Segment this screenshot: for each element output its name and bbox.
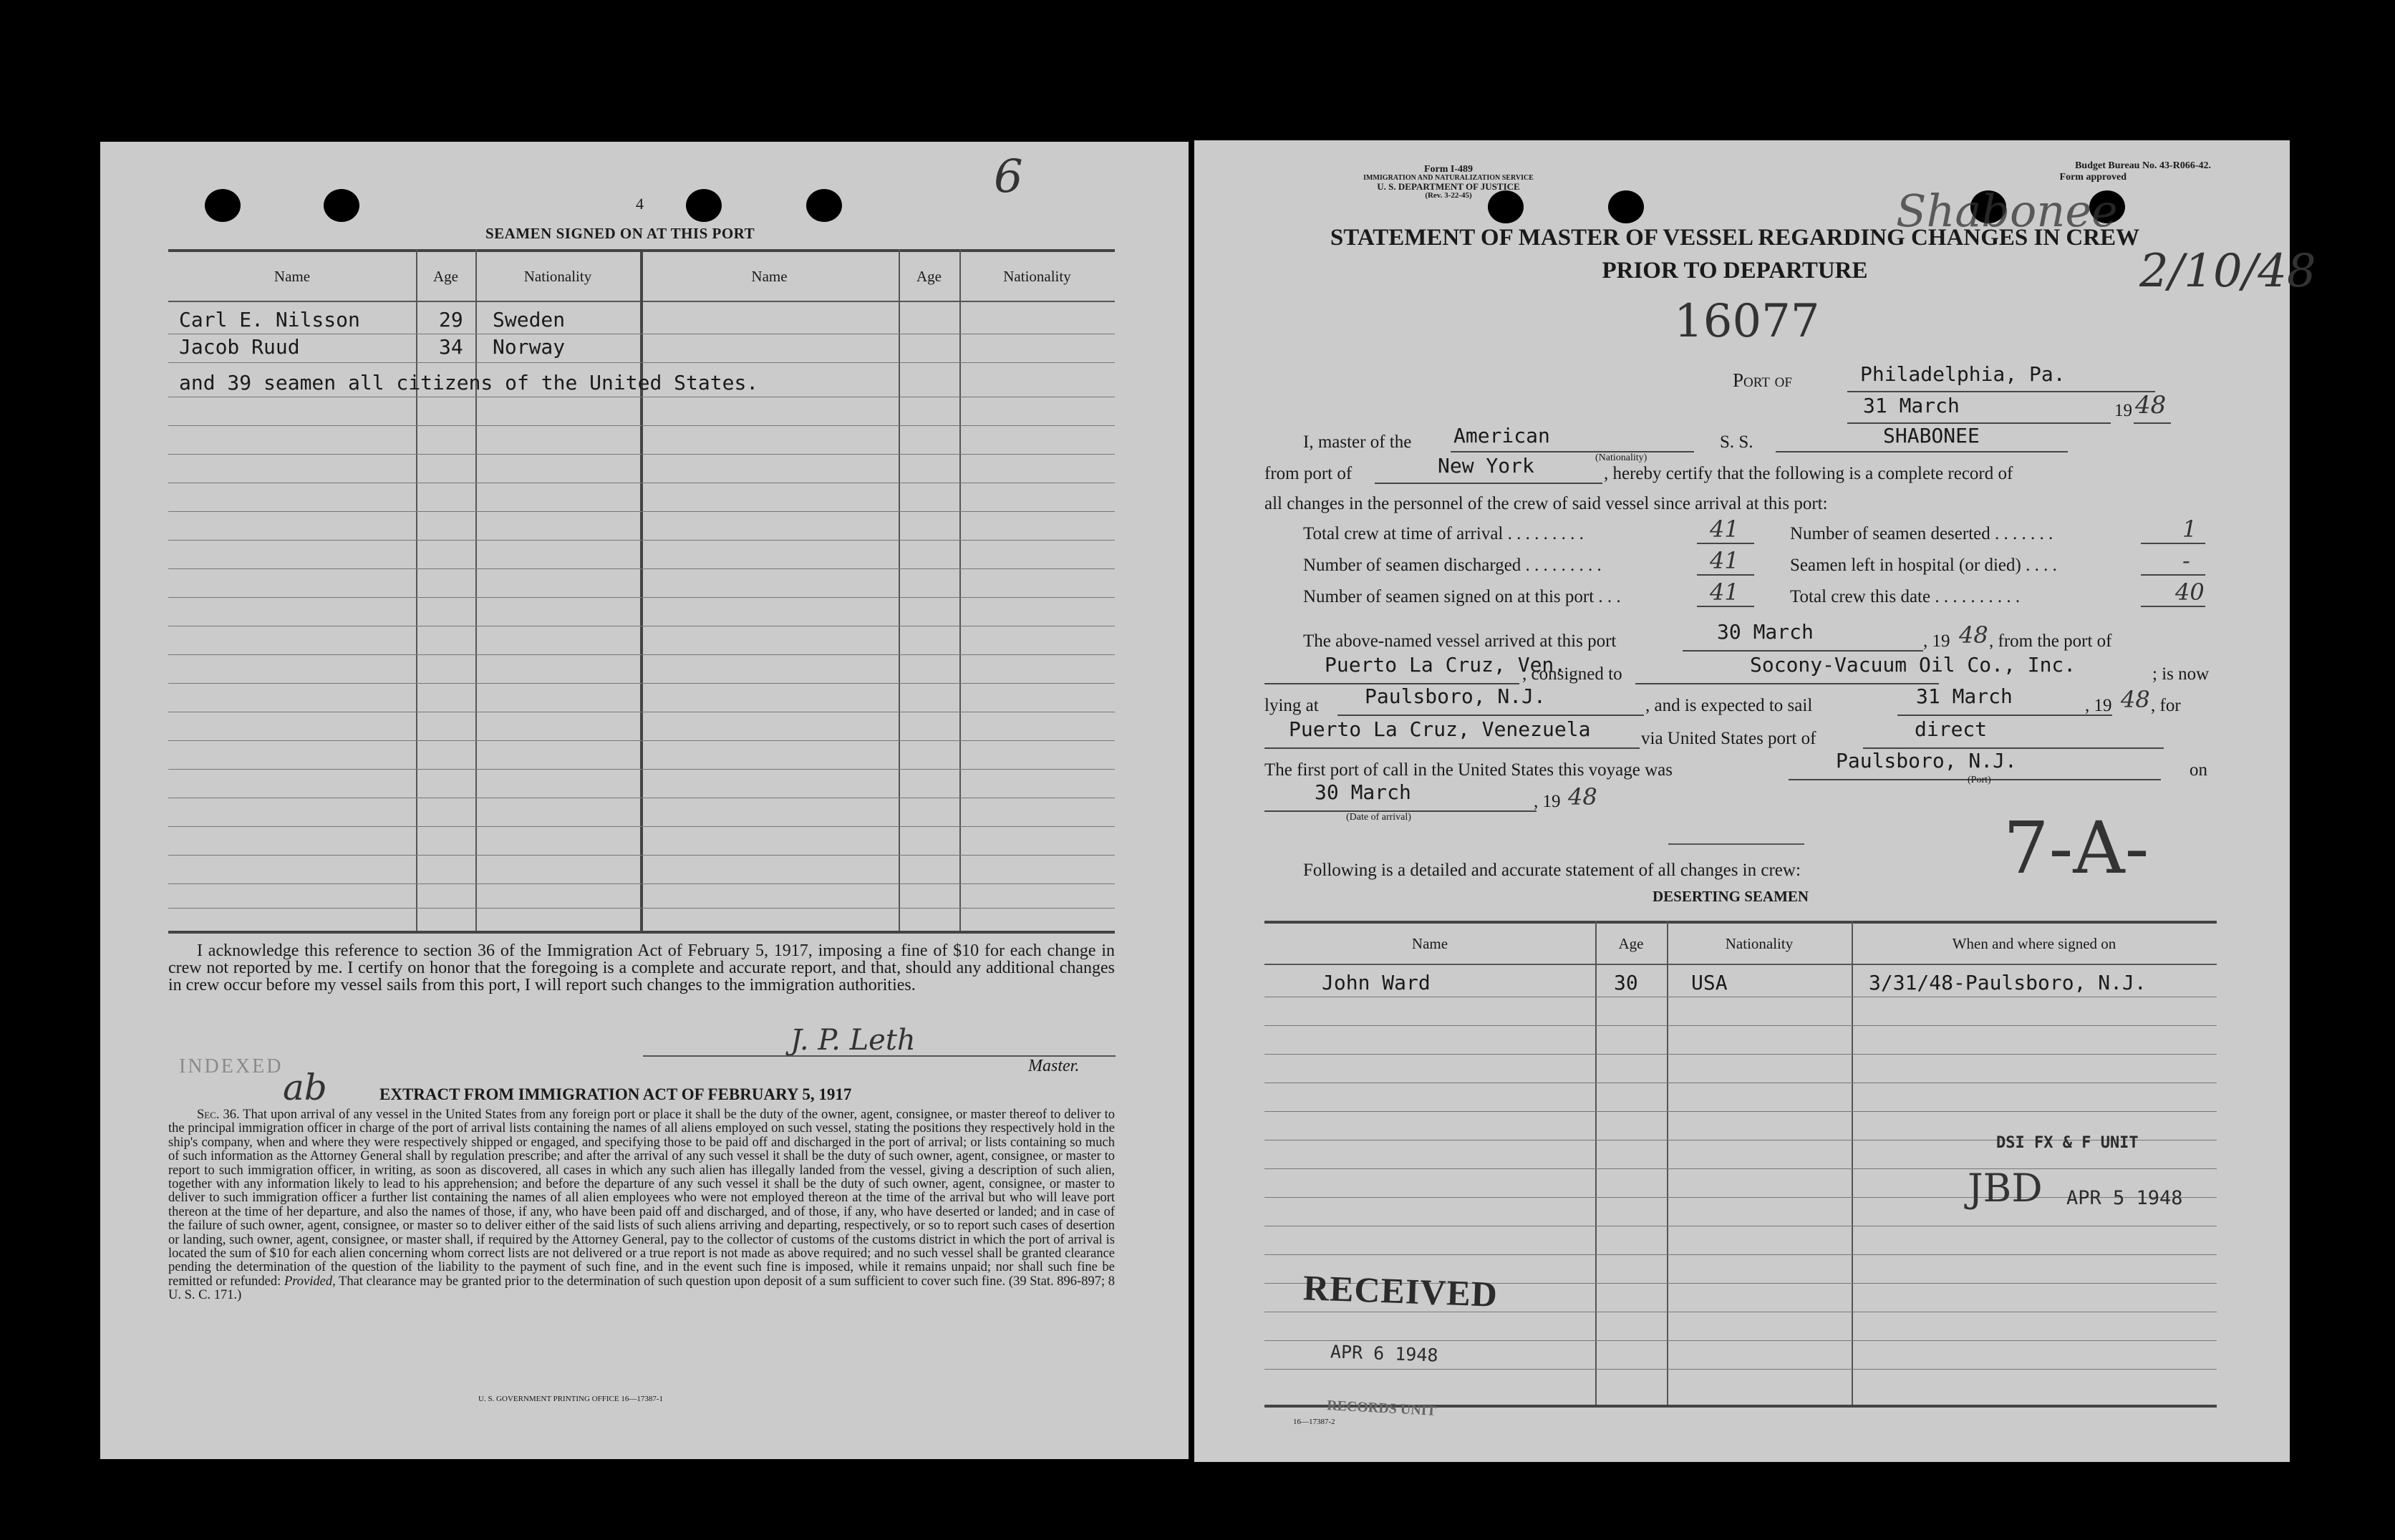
lying-at-value: Paulsboro, N.J. — [1365, 684, 1546, 708]
received-stamp-date: APR 6 1948 — [1330, 1341, 1438, 1366]
department-name: U. S. DEPARTMENT OF JUSTICE — [1377, 181, 1520, 192]
stat-deserted-label: Number of seamen deserted . . . . . . . — [1790, 524, 2053, 543]
port-caption: (Port) — [1968, 775, 1991, 785]
table-cell-signed-on: 3/31/48-Paulsboro, N.J. — [1869, 971, 2147, 994]
extract-title: EXTRACT FROM IMMIGRATION ACT OF FEBRUARY 5, 1917 — [379, 1085, 852, 1103]
agency-name: IMMIGRATION AND NATURALIZATION SERVICE — [1363, 174, 1534, 182]
certify-statement: , hereby certify that the following is a complete record of — [1604, 464, 2013, 483]
form-number: Form I-489 — [1423, 164, 1474, 175]
table-row: Jacob Ruud — [179, 335, 300, 359]
first-port-label: The first port of call in the United States this voyage was — [1264, 760, 1673, 780]
form-header-block — [1352, 165, 1545, 200]
from-the-port-label: , from the port of — [1989, 631, 2112, 651]
stamp-initials: JBD — [1968, 1166, 2043, 1211]
stat-discharged-value: 41 — [1710, 547, 1739, 574]
indexed-stamp: INDEXED — [179, 1055, 284, 1077]
origin-port: Puerto La Cruz, Ven. — [1325, 653, 1567, 677]
form-footer-code: 16—17387-2 — [1293, 1418, 1335, 1426]
arrived-label: The above-named vessel arrived at this port — [1303, 631, 1617, 651]
certify-statement-line2: all changes in the personnel of the crew of said vessel since arrival at this port: — [1264, 494, 1828, 513]
stat-discharged-label: Number of seamen discharged . . . . . . . . . — [1303, 556, 1602, 575]
first-year-prefix: , 19 — [1534, 792, 1561, 811]
column-header-signed-on: When and where signed on — [1952, 935, 2116, 952]
column-header-age: Age — [433, 268, 458, 285]
first-year: 48 — [1568, 783, 1597, 810]
extract-paragraph: Sec. 36. That upon arrival of any vessel in the United States from any foreign port or place it shall be the duty of the owner, agent, consignee, or master thereof to deliver to the principal immigration officer in charge of the port of arrival lists containing the names of all aliens employed on such vessel, stating the positions they respectively hold in the ship's company, when and where they were respectively shipped or engaged, and specifying those to be paid off and discharged in the port of arrival; or lists containing so much of such information as the Attorney General shall by regulation prescribe; and after the arrival of any such vessel it shall be the duty of such owner, agent, consignee, or master to report to such immigration officer, in writing, as soon as discovered, all cases in which any such alien has illegally landed from the vessel, giving a description of such alien, together with any information likely to lead to his apprehension; and before the departure of any such vessel it shall be the duty of such owner, agent, consignee, or master to deliver to such immigration officer a further list containing the names of all alien employees who were not employed thereon at the time of the arrival but who will leave port thereon at the time of her departure, and also the names of those, if any, who have been paid off and discharged, and of those, if any, who have deserted or landed; and in case of the failure of such owner, agent, consignee, or master so to deliver either of the said lists of such aliens arriving and departing, respectively, or so to report such cases of desertion or landing, such owner, agent, consignee, or master shall, if required by the Attorney General, pay to the collector of customs of the customs district in which the port of arrival is located the sum of $10 for each alien concerning whom correct lists are not delivered or a true report is not made as above required; and no such vessel shall be granted clearance pending the determination of the question of the liability to the payment of such fine, and in the event such fine is imposed, while it remains unpaid; nor shall such fine be remitted or refunded: Provided, That clearance may be granted prior to the determination of such question upon deposit of a sum sufficient to cover such fine. (39 Stat. 896-897; 8 U. S. C. 171.) — [168, 1108, 1116, 1303]
stat-total-crew-arrival-value: 41 — [1710, 515, 1739, 543]
punch-hole — [806, 189, 842, 222]
ship-name: SHABONEE — [1883, 424, 1980, 447]
section-mark: 7-A- — [2003, 806, 2149, 890]
stat-deserted-value: 1 — [2182, 515, 2197, 543]
punch-hole — [205, 189, 241, 222]
handwritten-ship-name: Shabonee — [1896, 185, 2118, 237]
table-cell-age: 30 — [1614, 971, 1638, 994]
column-header-nationality: Nationality — [523, 268, 592, 285]
records-unit-stamp: RECORDS UNIT — [1326, 1398, 1437, 1419]
punch-hole — [686, 189, 722, 222]
statement-year-prefix: 19 — [2114, 401, 2132, 420]
punch-hole — [324, 189, 359, 222]
handwritten-date: 2/10/48 — [2139, 245, 2316, 298]
divider — [1668, 843, 1804, 845]
column-header-name: Name — [1411, 935, 1448, 952]
summary-row: and 39 seamen all citizens of the United States. — [179, 371, 759, 394]
file-number: 16077 — [1674, 295, 1820, 348]
budget-bureau-number: Budget Bureau No. 43-R066-42. — [2075, 160, 2211, 171]
right-form-page — [1194, 140, 2316, 1462]
statement-year: 48 — [2135, 391, 2167, 420]
vessel-nationality: American — [1453, 424, 1550, 447]
left-form-page — [100, 142, 1189, 1459]
consigned-to-label: , consigned to — [1522, 664, 1622, 684]
destination: Puerto La Cruz, Venezuela — [1289, 717, 1591, 741]
stat-total-crew-today-label: Total crew this date . . . . . . . . . . — [1790, 587, 2021, 606]
stat-total-crew-arrival-label: Total crew at time of arrival . . . . . . . . . — [1303, 524, 1584, 543]
sail-date: 31 March — [1916, 684, 2013, 708]
table-row: Carl E. Nilsson — [179, 308, 360, 331]
via-label: via United States port of — [1641, 729, 1816, 748]
table-cell-nationality: USA — [1691, 971, 1728, 994]
first-port-value: Paulsboro, N.J. — [1836, 749, 2017, 773]
column-header-age: Age — [1618, 935, 1644, 952]
column-header-age: Age — [916, 268, 942, 285]
from-port-value: New York — [1438, 454, 1534, 478]
via-value: direct — [1915, 717, 1988, 741]
sail-year-prefix: , 19 — [2085, 696, 2112, 715]
column-header-name: Name — [751, 268, 788, 285]
ss-label: S. S. — [1720, 432, 1753, 452]
on-label: on — [2190, 760, 2207, 780]
corner-handwritten-mark: 6 — [994, 150, 1023, 203]
table-row: John Ward — [1322, 971, 1431, 994]
stamp-date: APR 5 1948 — [2066, 1187, 2183, 1209]
statement-date: 31 March — [1863, 394, 1960, 417]
clerk-initials: ab — [283, 1067, 327, 1108]
first-arrival-date: 30 March — [1315, 780, 1411, 804]
section-title: SEAMEN SIGNED ON AT THIS PORT — [485, 225, 755, 242]
nationality-caption: (Nationality) — [1595, 452, 1648, 463]
from-port-label: from port of — [1264, 464, 1353, 483]
form-title: STATEMENT OF MASTER OF VESSEL REGARDING CHANGES IN CREW — [1330, 225, 2140, 251]
deserting-seamen-title: DESERTING SEAMEN — [1653, 888, 1809, 905]
following-statement: Following is a detailed and accurate statement of all changes in crew: — [1303, 861, 1801, 880]
column-header-nationality: Nationality — [1003, 268, 1071, 285]
column-header-nationality: Nationality — [1725, 935, 1794, 952]
acknowledgement-paragraph: I acknowledge this reference to section 36 of the Immigration Act of February 5, 1917, imposing a fine of $10 for each change in crew not reported by me. I certify on honor that the foregoing is a complete and accurate report, and that, should any additional changes in crew occur before my vessel sails from this port, I will report such changes to the immigration authorities. — [168, 941, 1115, 994]
port-value: Philadelphia, Pa. — [1860, 362, 2066, 386]
table-cell-nationality: Norway — [493, 335, 566, 359]
dsi-unit-stamp: DSI FX & F UNIT — [1996, 1134, 2139, 1152]
column-header-name: Name — [274, 268, 311, 285]
table-top-rule — [1264, 921, 2217, 924]
port-label: Port of — [1733, 369, 1792, 391]
expected-to-sail-label: , and is expected to sail — [1645, 696, 1813, 715]
punch-hole — [1608, 190, 1644, 223]
arrival-year-prefix: , 19 — [1923, 631, 1950, 651]
received-stamp: RECEIVED — [1302, 1267, 1499, 1314]
table-cell-age: 34 — [439, 335, 463, 359]
master-of-label: I, master of the — [1303, 432, 1412, 452]
form-approved: Form approved — [2059, 172, 2127, 183]
table-cell-age: 29 — [439, 308, 463, 331]
gpo-footer: U. S. GOVERNMENT PRINTING OFFICE 16—17387-1 — [478, 1395, 664, 1403]
arrival-year: 48 — [1959, 621, 1988, 649]
sail-year: 48 — [2121, 686, 2150, 713]
revision-date: (Rev. 3-22-45) — [1425, 191, 1472, 200]
table-cell-nationality: Sweden — [493, 308, 566, 331]
form-subtitle: PRIOR TO DEPARTURE — [1602, 258, 1868, 284]
arrival-date: 30 March — [1717, 620, 1814, 644]
lying-at-label: lying at — [1264, 696, 1319, 715]
for-label: , for — [2151, 696, 2181, 715]
date-of-arrival-caption: (Date of arrival) — [1346, 812, 1411, 823]
master-label: Master. — [1028, 1057, 1080, 1075]
is-now-label: ; is now — [2152, 664, 2210, 684]
stat-hospital-value: - — [2182, 547, 2190, 574]
consignee: Socony-Vacuum Oil Co., Inc. — [1750, 653, 2076, 677]
page-number: 4 — [636, 195, 644, 213]
table-header-rule — [1264, 964, 2217, 965]
stat-signed-on-value: 41 — [1710, 578, 1739, 606]
stat-total-crew-today-value: 40 — [2175, 578, 2205, 606]
stat-hospital-label: Seamen left in hospital (or died) . . . . — [1790, 556, 2057, 575]
stat-signed-on-label: Number of seamen signed on at this port . . . — [1303, 587, 1621, 606]
master-signature: J. P. Leth — [790, 1024, 916, 1057]
